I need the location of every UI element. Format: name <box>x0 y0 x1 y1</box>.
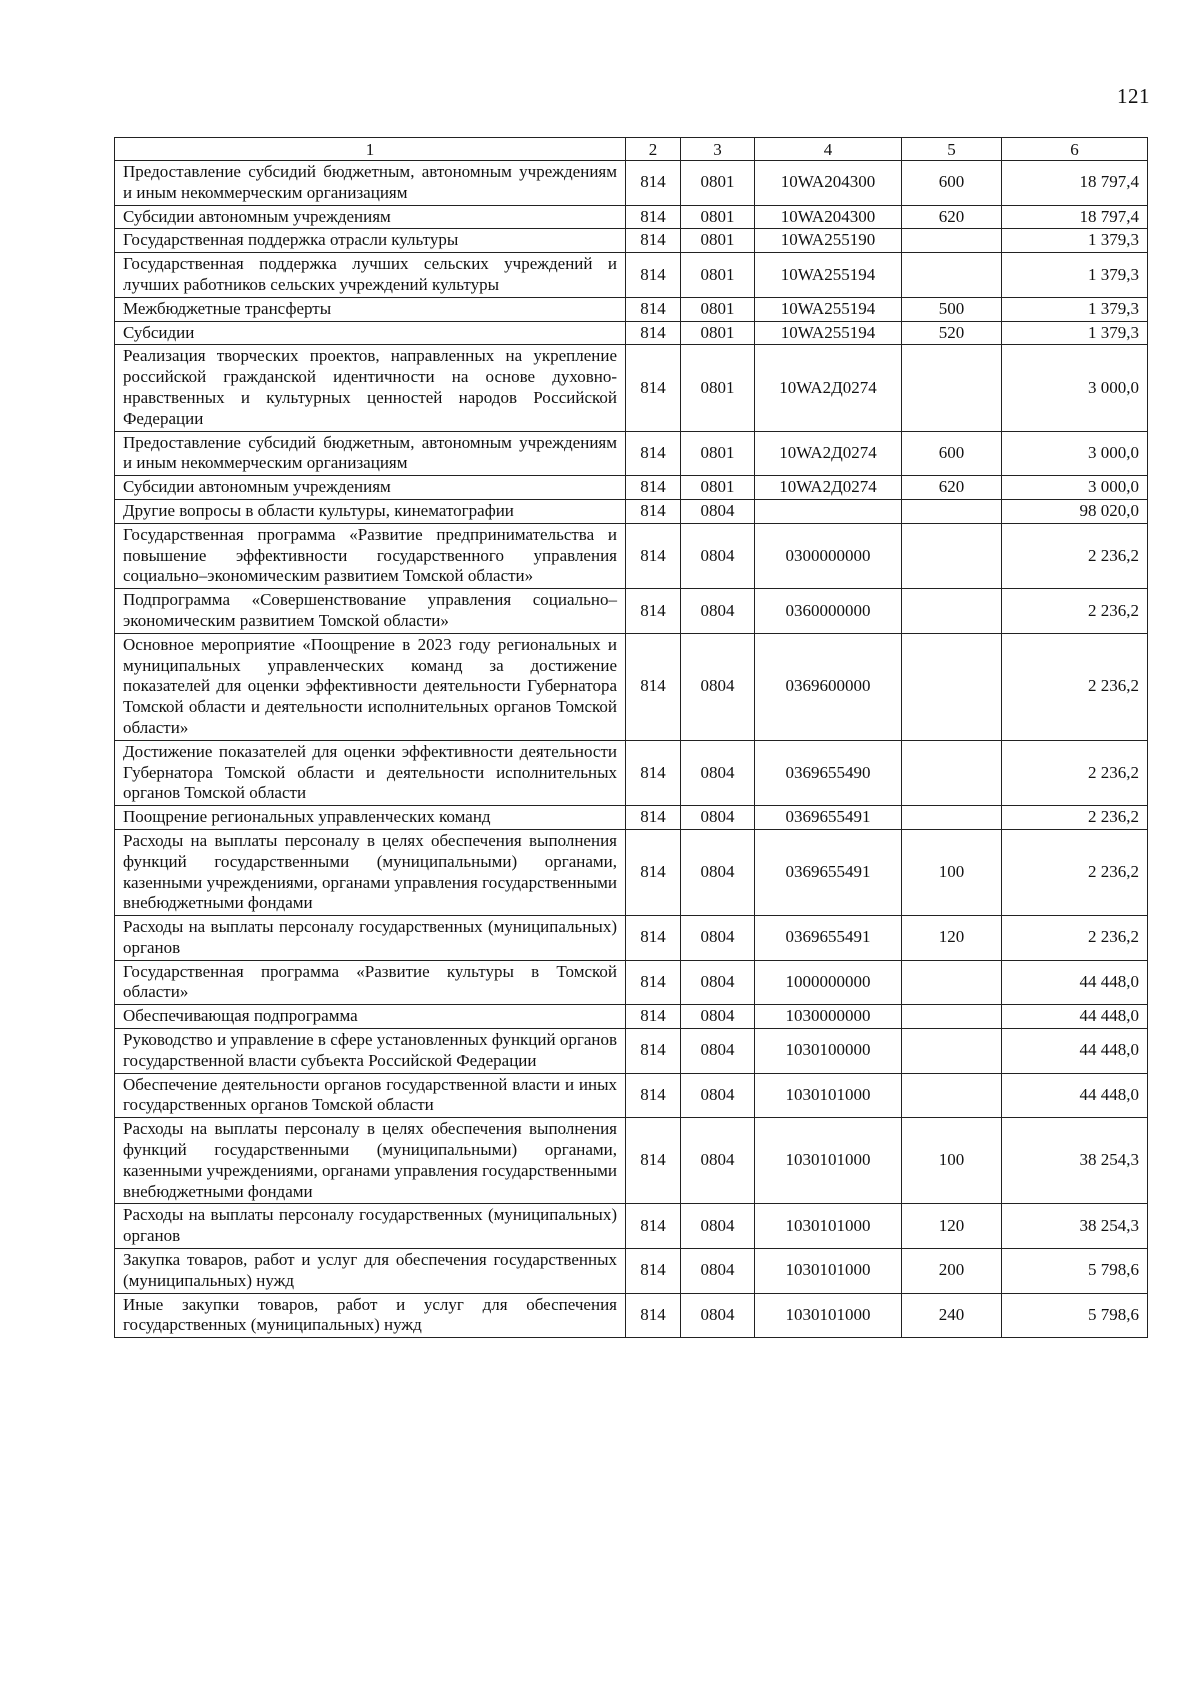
row-target-code-cell: 10WA255190 <box>755 229 902 253</box>
table-row <box>115 916 1148 961</box>
row-section-code-cell: 0804 <box>681 1073 755 1118</box>
row-admin-code-cell: 814 <box>626 589 681 634</box>
table-row <box>115 589 1148 634</box>
row-sum-cell: 44 448,0 <box>1002 1005 1148 1029</box>
header-col-4: 4 <box>755 138 902 161</box>
row-expense-type-cell <box>902 499 1002 523</box>
row-admin-code-cell: 814 <box>626 806 681 830</box>
table-row <box>115 960 1148 1005</box>
table-row <box>115 633 1148 740</box>
row-expense-type-cell: 600 <box>902 161 1002 206</box>
header-col-1: 1 <box>115 138 626 161</box>
row-admin-code-cell: 814 <box>626 499 681 523</box>
table-row <box>115 297 1148 321</box>
table-row <box>115 1293 1148 1338</box>
row-name-cell: Государственная программа «Развитие культуры в Томской области» <box>115 960 626 1005</box>
row-expense-type-cell <box>902 1073 1002 1118</box>
row-expense-type-cell <box>902 229 1002 253</box>
table-row <box>115 161 1148 206</box>
table-row <box>115 229 1148 253</box>
row-section-code-cell: 0804 <box>681 916 755 961</box>
row-admin-code-cell: 814 <box>626 205 681 229</box>
row-sum-cell: 38 254,3 <box>1002 1118 1148 1204</box>
row-admin-code-cell: 814 <box>626 1005 681 1029</box>
row-target-code-cell <box>755 499 902 523</box>
table-row <box>115 829 1148 915</box>
row-expense-type-cell: 100 <box>902 1118 1002 1204</box>
row-target-code-cell: 1030101000 <box>755 1249 902 1294</box>
row-section-code-cell: 0804 <box>681 829 755 915</box>
row-admin-code-cell: 814 <box>626 476 681 500</box>
row-target-code-cell: 0369655490 <box>755 740 902 805</box>
table-row <box>115 1005 1148 1029</box>
row-admin-code-cell: 814 <box>626 1073 681 1118</box>
row-name-cell: Расходы на выплаты персоналу государственных (муниципальных) органов <box>115 1204 626 1249</box>
row-section-code-cell: 0804 <box>681 523 755 588</box>
row-section-code-cell: 0804 <box>681 1293 755 1338</box>
row-admin-code-cell: 814 <box>626 161 681 206</box>
row-name-cell: Субсидии автономным учреждениям <box>115 476 626 500</box>
row-section-code-cell: 0804 <box>681 1249 755 1294</box>
header-row <box>115 138 1148 161</box>
row-target-code-cell: 1000000000 <box>755 960 902 1005</box>
row-sum-cell: 2 236,2 <box>1002 740 1148 805</box>
row-section-code-cell: 0804 <box>681 740 755 805</box>
row-expense-type-cell <box>902 345 1002 431</box>
row-name-cell: Руководство и управление в сфере установленных функций органов государственной власти субъекта Российской Федерации <box>115 1029 626 1074</box>
table-row <box>115 499 1148 523</box>
row-target-code-cell: 0369655491 <box>755 806 902 830</box>
row-name-cell: Расходы на выплаты персоналу в целях обеспечения выполнения функций государственными (муниципальными) органами, казенными учреждениями, органами управления государственными внебюджетными фондами <box>115 1118 626 1204</box>
row-target-code-cell: 1030100000 <box>755 1029 902 1074</box>
row-name-cell: Субсидии автономным учреждениям <box>115 205 626 229</box>
row-section-code-cell: 0804 <box>681 1118 755 1204</box>
row-section-code-cell: 0801 <box>681 321 755 345</box>
header-col-2: 2 <box>626 138 681 161</box>
row-name-cell: Подпрограмма «Совершенствование управления социально–экономическим развитием Томской области» <box>115 589 626 634</box>
row-section-code-cell: 0804 <box>681 633 755 740</box>
header-col-5: 5 <box>902 138 1002 161</box>
row-admin-code-cell: 814 <box>626 229 681 253</box>
row-target-code-cell: 0360000000 <box>755 589 902 634</box>
row-admin-code-cell: 814 <box>626 253 681 298</box>
row-name-cell: Реализация творческих проектов, направленных на укрепление российской гражданской идентичности на основе духовно-нравственных и культурных ценностей народов Российской Федерации <box>115 345 626 431</box>
row-target-code-cell: 10WA255194 <box>755 253 902 298</box>
table-row <box>115 1029 1148 1074</box>
row-section-code-cell: 0801 <box>681 431 755 476</box>
table-row <box>115 321 1148 345</box>
row-name-cell: Расходы на выплаты персоналу государственных (муниципальных) органов <box>115 916 626 961</box>
row-sum-cell: 3 000,0 <box>1002 476 1148 500</box>
table-row <box>115 345 1148 431</box>
row-section-code-cell: 0801 <box>681 476 755 500</box>
row-target-code-cell: 1030101000 <box>755 1293 902 1338</box>
row-sum-cell: 44 448,0 <box>1002 1029 1148 1074</box>
row-sum-cell: 2 236,2 <box>1002 916 1148 961</box>
row-section-code-cell: 0801 <box>681 345 755 431</box>
table-row <box>115 806 1148 830</box>
row-name-cell: Основное мероприятие «Поощрение в 2023 году региональных и муниципальных управленческих команд за достижение показателей для оценки эффективности деятельности Губернатора Томской области и деятельности исполнительных органов Томской области» <box>115 633 626 740</box>
row-expense-type-cell <box>902 589 1002 634</box>
row-admin-code-cell: 814 <box>626 1249 681 1294</box>
row-section-code-cell: 0804 <box>681 499 755 523</box>
row-admin-code-cell: 814 <box>626 1029 681 1074</box>
row-expense-type-cell <box>902 806 1002 830</box>
row-admin-code-cell: 814 <box>626 829 681 915</box>
row-target-code-cell: 10WA2Д0274 <box>755 476 902 500</box>
row-section-code-cell: 0804 <box>681 1005 755 1029</box>
row-name-cell: Субсидии <box>115 321 626 345</box>
table-row <box>115 205 1148 229</box>
row-expense-type-cell <box>902 1005 1002 1029</box>
row-name-cell: Обеспечение деятельности органов государственной власти и иных государственных органов Томской области <box>115 1073 626 1118</box>
header-col-6: 6 <box>1002 138 1148 161</box>
row-sum-cell: 44 448,0 <box>1002 960 1148 1005</box>
row-sum-cell: 1 379,3 <box>1002 321 1148 345</box>
row-target-code-cell: 1030101000 <box>755 1118 902 1204</box>
row-target-code-cell: 0369655491 <box>755 916 902 961</box>
row-name-cell: Другие вопросы в области культуры, кинематографии <box>115 499 626 523</box>
row-admin-code-cell: 814 <box>626 1118 681 1204</box>
table-row <box>115 1204 1148 1249</box>
row-section-code-cell: 0804 <box>681 589 755 634</box>
row-target-code-cell: 10WA204300 <box>755 205 902 229</box>
row-name-cell: Поощрение региональных управленческих команд <box>115 806 626 830</box>
row-target-code-cell: 10WA2Д0274 <box>755 431 902 476</box>
row-sum-cell: 18 797,4 <box>1002 161 1148 206</box>
row-target-code-cell: 0369600000 <box>755 633 902 740</box>
row-name-cell: Обеспечивающая подпрограмма <box>115 1005 626 1029</box>
row-target-code-cell: 0369655491 <box>755 829 902 915</box>
budget-table <box>114 137 1148 1338</box>
row-expense-type-cell: 620 <box>902 205 1002 229</box>
row-sum-cell: 1 379,3 <box>1002 253 1148 298</box>
row-section-code-cell: 0801 <box>681 297 755 321</box>
table-row <box>115 1249 1148 1294</box>
row-target-code-cell: 1030000000 <box>755 1005 902 1029</box>
row-sum-cell: 5 798,6 <box>1002 1249 1148 1294</box>
row-section-code-cell: 0804 <box>681 1029 755 1074</box>
row-expense-type-cell <box>902 523 1002 588</box>
table-body <box>115 161 1148 1338</box>
row-expense-type-cell <box>902 740 1002 805</box>
row-admin-code-cell: 814 <box>626 960 681 1005</box>
row-target-code-cell: 1030101000 <box>755 1073 902 1118</box>
table-row <box>115 476 1148 500</box>
row-admin-code-cell: 814 <box>626 740 681 805</box>
row-sum-cell: 38 254,3 <box>1002 1204 1148 1249</box>
row-name-cell: Предоставление субсидий бюджетным, автономным учреждениям и иным некоммерческим организациям <box>115 161 626 206</box>
row-expense-type-cell: 620 <box>902 476 1002 500</box>
row-sum-cell: 2 236,2 <box>1002 633 1148 740</box>
row-admin-code-cell: 814 <box>626 321 681 345</box>
row-sum-cell: 3 000,0 <box>1002 431 1148 476</box>
row-expense-type-cell: 120 <box>902 1204 1002 1249</box>
row-admin-code-cell: 814 <box>626 297 681 321</box>
table-row <box>115 1118 1148 1204</box>
row-expense-type-cell: 520 <box>902 321 1002 345</box>
row-target-code-cell: 1030101000 <box>755 1204 902 1249</box>
row-name-cell: Иные закупки товаров, работ и услуг для обеспечения государственных (муниципальных) нужд <box>115 1293 626 1338</box>
row-sum-cell: 3 000,0 <box>1002 345 1148 431</box>
header-col-3: 3 <box>681 138 755 161</box>
row-expense-type-cell <box>902 1029 1002 1074</box>
row-sum-cell: 5 798,6 <box>1002 1293 1148 1338</box>
row-sum-cell: 1 379,3 <box>1002 297 1148 321</box>
row-section-code-cell: 0801 <box>681 253 755 298</box>
row-name-cell: Расходы на выплаты персоналу в целях обеспечения выполнения функций государственными (муниципальными) органами, казенными учреждениями, органами управления государственными внебюджетными фондами <box>115 829 626 915</box>
row-sum-cell: 2 236,2 <box>1002 806 1148 830</box>
row-name-cell: Государственная поддержка лучших сельских учреждений и лучших работников сельских учреждений культуры <box>115 253 626 298</box>
row-admin-code-cell: 814 <box>626 1293 681 1338</box>
row-name-cell: Закупка товаров, работ и услуг для обеспечения государственных (муниципальных) нужд <box>115 1249 626 1294</box>
row-section-code-cell: 0801 <box>681 161 755 206</box>
row-target-code-cell: 0300000000 <box>755 523 902 588</box>
row-sum-cell: 2 236,2 <box>1002 589 1148 634</box>
row-name-cell: Достижение показателей для оценки эффективности деятельности Губернатора Томской области и деятельности исполнительных органов Томской области <box>115 740 626 805</box>
row-target-code-cell: 10WA204300 <box>755 161 902 206</box>
row-expense-type-cell <box>902 253 1002 298</box>
table-row <box>115 431 1148 476</box>
row-name-cell: Межбюджетные трансферты <box>115 297 626 321</box>
row-section-code-cell: 0801 <box>681 205 755 229</box>
row-target-code-cell: 10WA255194 <box>755 297 902 321</box>
row-sum-cell: 2 236,2 <box>1002 829 1148 915</box>
table-row <box>115 1073 1148 1118</box>
row-section-code-cell: 0804 <box>681 960 755 1005</box>
table-row <box>115 740 1148 805</box>
page-number: 121 <box>1117 84 1150 108</box>
table-row <box>115 523 1148 588</box>
row-sum-cell: 18 797,4 <box>1002 205 1148 229</box>
row-expense-type-cell <box>902 633 1002 740</box>
row-expense-type-cell <box>902 960 1002 1005</box>
row-admin-code-cell: 814 <box>626 345 681 431</box>
row-sum-cell: 2 236,2 <box>1002 523 1148 588</box>
row-expense-type-cell: 200 <box>902 1249 1002 1294</box>
row-section-code-cell: 0804 <box>681 1204 755 1249</box>
row-admin-code-cell: 814 <box>626 523 681 588</box>
row-sum-cell: 1 379,3 <box>1002 229 1148 253</box>
row-expense-type-cell: 240 <box>902 1293 1002 1338</box>
row-section-code-cell: 0801 <box>681 229 755 253</box>
row-target-code-cell: 10WA255194 <box>755 321 902 345</box>
row-target-code-cell: 10WA2Д0274 <box>755 345 902 431</box>
table-header <box>115 138 1148 161</box>
row-expense-type-cell: 100 <box>902 829 1002 915</box>
row-expense-type-cell: 500 <box>902 297 1002 321</box>
row-expense-type-cell: 600 <box>902 431 1002 476</box>
row-section-code-cell: 0804 <box>681 806 755 830</box>
row-admin-code-cell: 814 <box>626 633 681 740</box>
row-name-cell: Предоставление субсидий бюджетным, автономным учреждениям и иным некоммерческим организациям <box>115 431 626 476</box>
table-row <box>115 253 1148 298</box>
row-expense-type-cell: 120 <box>902 916 1002 961</box>
row-sum-cell: 44 448,0 <box>1002 1073 1148 1118</box>
row-admin-code-cell: 814 <box>626 1204 681 1249</box>
row-sum-cell: 98 020,0 <box>1002 499 1148 523</box>
row-admin-code-cell: 814 <box>626 431 681 476</box>
row-admin-code-cell: 814 <box>626 916 681 961</box>
row-name-cell: Государственная поддержка отрасли культуры <box>115 229 626 253</box>
row-name-cell: Государственная программа «Развитие предпринимательства и повышение эффективности государственного управления социально–экономическим развитием Томской области» <box>115 523 626 588</box>
